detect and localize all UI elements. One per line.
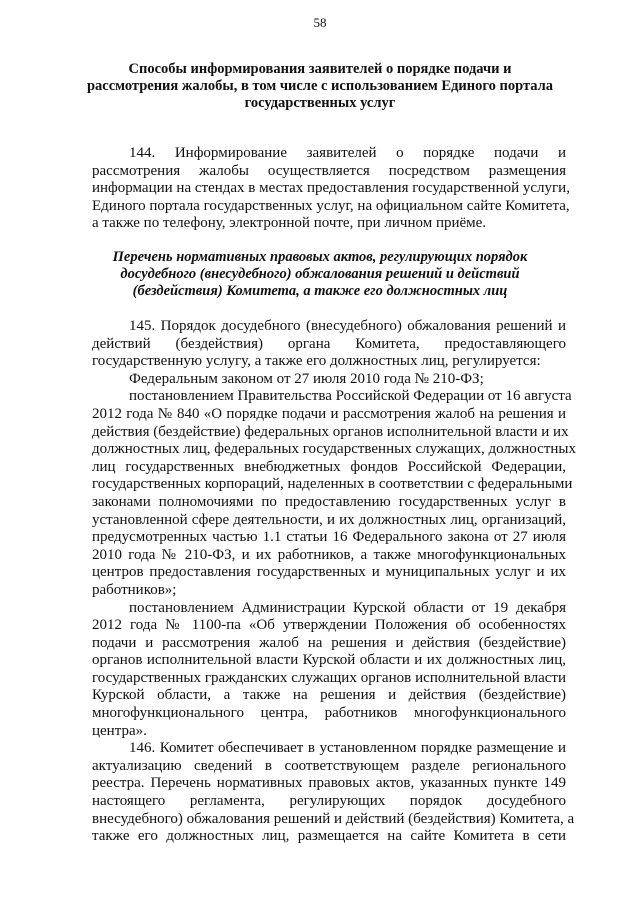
heading-line: досудебного (внесудебного) обжалования решений и действий [120, 266, 520, 282]
paragraph-line: лиц государственных внебюджетных фондов Российской Федерации, [92, 458, 566, 475]
paragraph-line: настоящего регламента, регулирующих порядок досудебного [92, 793, 566, 810]
page-number: 58 [313, 15, 327, 30]
paragraph-145 [0, 318, 640, 846]
paragraph-line: органов исполнительной власти Курской области и их должностных лиц, [92, 652, 566, 669]
paragraph-line: а также по телефону, электронной почте, при личном приёме. [92, 215, 487, 232]
paragraph-line: внесудебного) обжалования решений и действий (бездействия) Комитета, а [92, 810, 575, 827]
paragraph-line: 2012 года № 1100-па «Об утверждении Положения об особенностях [92, 617, 566, 634]
paragraph-line: постановлением Администрации Курской области от 19 декабря [129, 599, 566, 616]
paragraph-line: многофункционального центра, работников многофункционального [92, 705, 566, 722]
heading-line: (бездействия) Комитета, а также его должностных лиц [132, 283, 508, 299]
heading-line: Перечень нормативных правовых актов, регулирующих порядок [112, 249, 528, 265]
paragraph-line: Курской области, а также на решения и действия (бездействие) [92, 687, 566, 704]
paragraph-line: государственных корпораций, наделенных в соответствии с федеральными [92, 476, 573, 493]
paragraph-line: информации на стендах в местах предоставления государственной услуги, [92, 180, 570, 197]
paragraph-line: 144. Информирование заявителей о порядке подачи и [129, 145, 566, 161]
heading-line: Способы информирования заявителей о порядке подачи и [128, 61, 512, 77]
paragraph-line: центра». [92, 722, 147, 739]
paragraph-line: действий (бездействия) органа Комитета, предоставляющего [92, 335, 566, 352]
paragraph-line: реестра. Перечень нормативных правовых актов, указанных пункте 149 [92, 775, 566, 792]
section-heading-legal-acts [60, 249, 580, 300]
heading-line: государственных услуг [244, 95, 396, 111]
paragraph-line: 146. Комитет обеспечивает в установленном порядке размещение и [129, 740, 566, 757]
paragraph-line: Единого портала государственных услуг, на официальном сайте Комитета, [92, 197, 570, 214]
paragraph-line: актуализацию сведений в соответствующем разделе регионального [92, 757, 566, 774]
paragraph-line: 2012 года № 840 «О порядке подачи и рассмотрения жалоб на решения и [92, 405, 566, 422]
paragraph-line: установленной сфере деятельности, и их должностных лиц, организаций, [92, 511, 566, 528]
paragraph-line: государственных гражданских служащих органов исполнительной власти [92, 669, 566, 686]
paragraph-line: 145. Порядок досудебного (внесудебного) обжалования решений и [129, 318, 566, 334]
paragraph-line: действия (бездействие) федеральных органов исполнительной власти и их [92, 423, 569, 440]
paragraph-line: законами полномочиями по предоставлению государственных услуг в [92, 493, 566, 510]
paragraph-line: рассмотрения жалобы осуществляется посредством размещения [92, 162, 566, 179]
paragraph-line: подачи и рассмотрения жалоб на решения и действия (бездействие) [92, 634, 566, 651]
paragraph-line: государственную услугу, а также его должностных лиц, регулируется: [92, 353, 541, 370]
paragraph-line: Федеральным законом от 27 июля 2010 года № 210-ФЗ; [129, 370, 484, 387]
paragraph-144 [0, 145, 640, 233]
paragraph-line: должностных лиц, федеральных государственных служащих, должностных [92, 441, 576, 458]
paragraph-line: также его должностных лиц, размещается на сайте Комитета в сети [92, 828, 566, 845]
heading-line: рассмотрения жалобы, в том числе с использованием Единого портала [86, 78, 554, 94]
paragraph-line: предусмотренных частью 1.1 статьи 16 Федерального закона от 27 июля [92, 529, 566, 546]
paragraph-line: центров предоставления государственных и муниципальных услуг и их [92, 564, 566, 581]
paragraph-line: работников»; [92, 581, 177, 598]
paragraph-line: постановлением Правительства Российской Федерации от 16 августа [129, 388, 572, 405]
section-heading-complaint-info [60, 61, 580, 112]
paragraph-line: 2010 года № 210-ФЗ, и их работников, а также многофункциональных [92, 546, 566, 563]
